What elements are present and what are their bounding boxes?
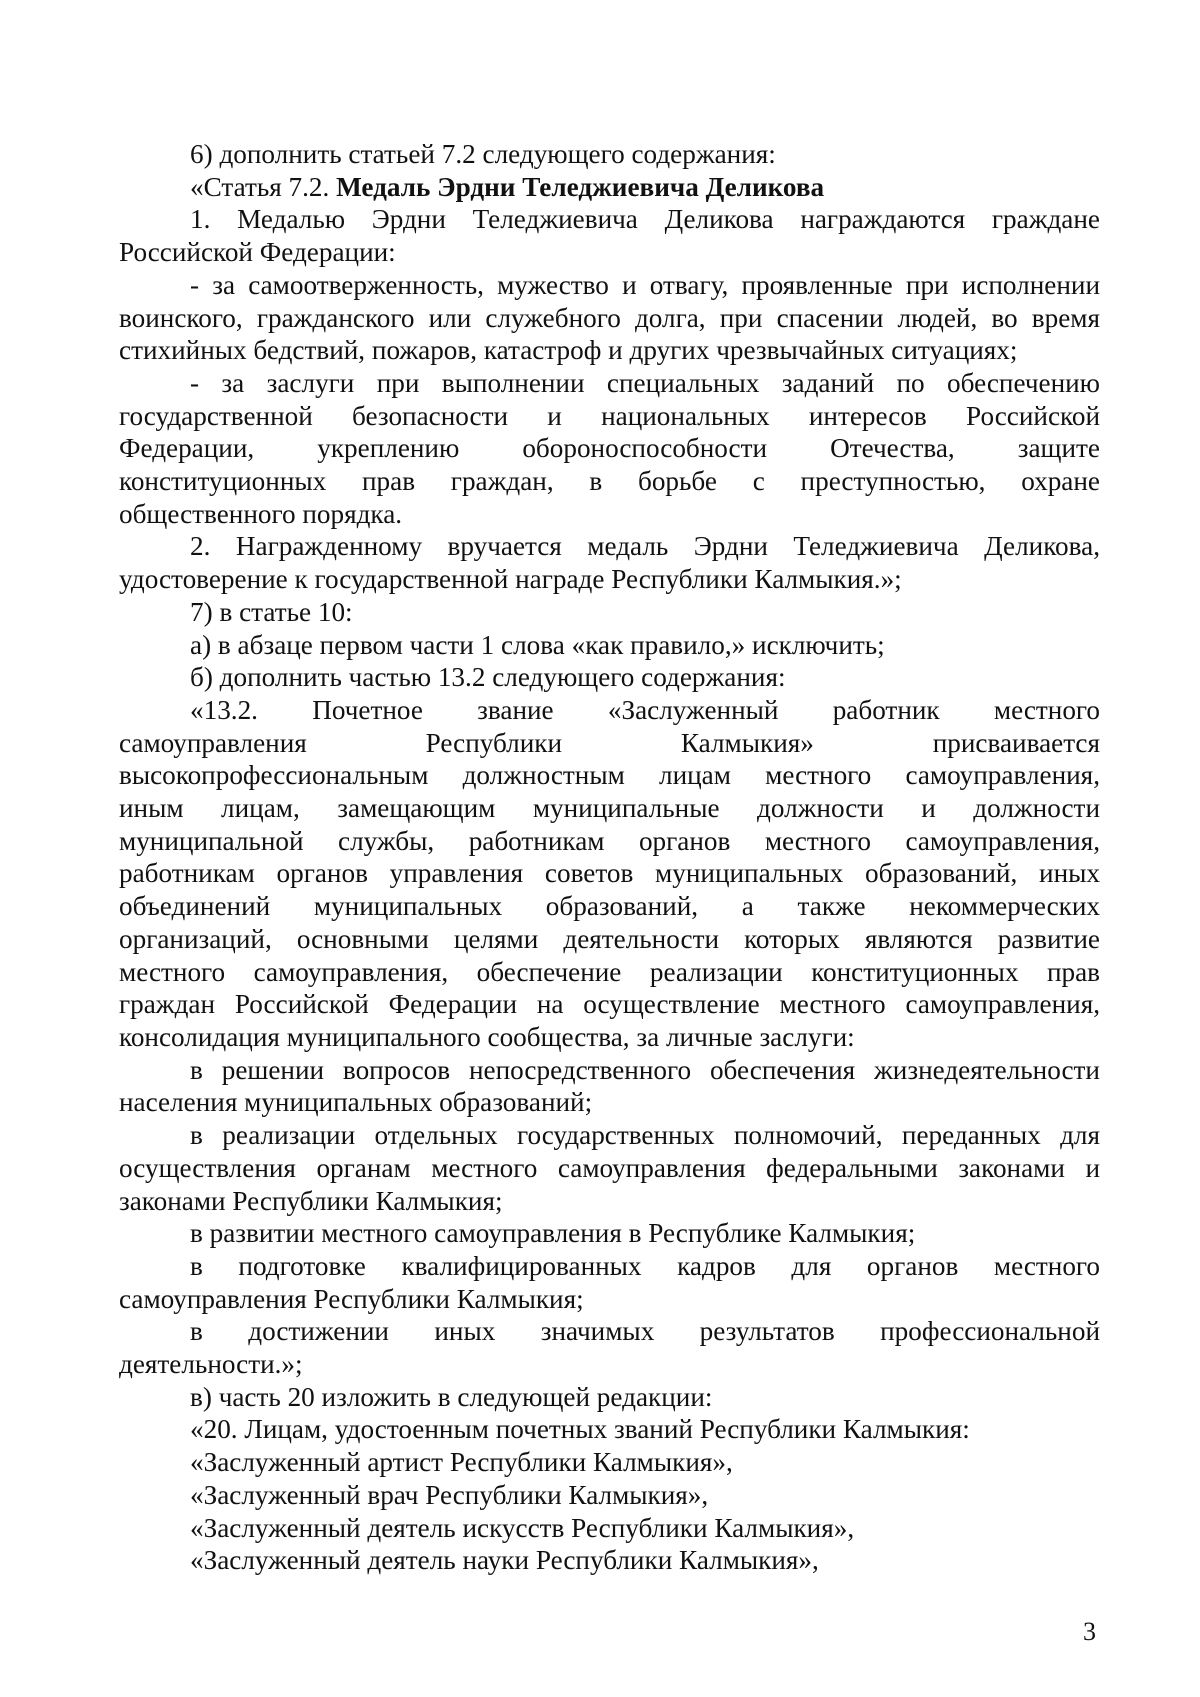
text-line	[119, 1348, 1100, 1381]
text-line-content: общественного порядка.	[119, 498, 403, 529]
text-line	[119, 1446, 1100, 1479]
page-number: 3	[1083, 1617, 1096, 1646]
text-line-content: «Статья 7.2.	[190, 171, 337, 202]
text-line	[119, 792, 1100, 825]
text-line	[119, 563, 1100, 596]
text-line	[119, 1283, 1100, 1316]
text-line-content: 6) дополнить статьей 7.2 следующего содержания:	[190, 139, 776, 169]
text-line-content: 2. Награжденному вручается медаль Эрдни Теледжиевича Деликова,	[190, 531, 1100, 562]
text-line	[119, 530, 1100, 563]
text-line-content: местного самоуправления, обеспечение реализации конституционных прав	[119, 956, 1100, 987]
text-line	[119, 400, 1100, 433]
text-line-content: б) дополнить частью 13.2 следующего содержания:	[190, 662, 786, 693]
text-line-content: самоуправления Республики Калмыкия;	[119, 1283, 584, 1314]
text-line-content: муниципальной службы, работникам органов местного самоуправления,	[119, 825, 1100, 856]
text-line	[119, 1185, 1100, 1218]
text-line	[119, 269, 1100, 302]
text-line	[119, 1315, 1100, 1348]
text-line-content: в подготовке квалифицированных кадров для органов местного	[190, 1250, 1100, 1281]
text-line-content: а) в абзаце первом части 1 слова «как правило,» исключить;	[190, 629, 885, 660]
article-heading-bold: Медаль Эрдни Теледжиевича Деликова	[336, 171, 825, 202]
text-line	[119, 1381, 1100, 1414]
text-line	[119, 1152, 1100, 1185]
text-line	[119, 432, 1100, 465]
text-line-content: удостоверение к государственной награде Республики Калмыкия.»;	[119, 564, 902, 595]
text-line-content: населения муниципальных образований;	[119, 1087, 593, 1118]
text-line	[119, 857, 1100, 890]
text-line	[119, 1544, 1100, 1577]
text-line	[119, 302, 1100, 335]
text-line-content: самоуправления Республики Калмыкия» присваивается	[119, 727, 1100, 758]
text-line	[119, 203, 1100, 236]
text-line-content: в развитии местного самоуправления в Республике Калмыкия;	[190, 1218, 916, 1249]
text-line	[119, 1479, 1100, 1512]
text-line	[119, 1119, 1100, 1152]
text-line-content: осуществления органам местного самоуправления федеральными законами и	[119, 1152, 1100, 1183]
text-line	[119, 465, 1100, 498]
text-line-content: воинского, гражданского или служебного долга, при спасении людей, во время	[119, 302, 1100, 333]
text-line	[119, 825, 1100, 858]
text-line-content: объединений муниципальных образований, а также некоммерческих	[119, 891, 1100, 922]
text-line-content: Российской Федерации:	[119, 237, 396, 268]
text-line	[119, 956, 1100, 989]
text-line	[119, 1086, 1100, 1119]
text-line	[119, 890, 1100, 923]
text-line	[119, 1054, 1100, 1087]
text-line-content: 7) в статье 10:	[190, 596, 353, 627]
text-line	[119, 236, 1100, 269]
text-line-content: высокопрофессиональным должностным лицам местного самоуправления,	[119, 760, 1100, 791]
text-line-content: организаций, основными целями деятельности которых являются развитие	[119, 923, 1100, 954]
text-line-content: «Заслуженный деятель искусств Республики Калмыкия»,	[190, 1512, 855, 1543]
text-line	[119, 498, 1100, 531]
text-line	[119, 988, 1100, 1021]
text-line-content: «Заслуженный деятель науки Республики Калмыкия»,	[190, 1545, 819, 1576]
text-line-content: иным лицам, замещающим муниципальные должности и должности	[119, 793, 1100, 824]
text-line-content: деятельности.»;	[119, 1349, 303, 1380]
text-line	[119, 923, 1100, 956]
text-line-content: конституционных прав граждан, в борьбе с преступностью, охране	[119, 466, 1100, 497]
document-body	[119, 138, 1100, 1577]
text-line-content: консолидация муниципального сообщества, за личные заслуги:	[119, 1021, 855, 1052]
text-line	[119, 138, 1100, 171]
text-line-content: в решении вопросов непосредственного обеспечения жизнедеятельности	[190, 1054, 1100, 1085]
text-line	[119, 661, 1100, 694]
text-line	[119, 1250, 1100, 1283]
text-line-content: - за самоотверженность, мужество и отвагу, проявленные при исполнении	[190, 269, 1100, 300]
text-line	[119, 367, 1100, 400]
text-line	[119, 1021, 1100, 1054]
text-line-content: «13.2. Почетное звание «Заслуженный работник местного	[190, 694, 1100, 725]
text-line	[119, 596, 1100, 629]
text-line-content: законами Республики Калмыкия;	[119, 1185, 503, 1216]
text-line-content: стихийных бедствий, пожаров, катастроф и других чрезвычайных ситуациях;	[119, 335, 1018, 366]
text-line-content: государственной безопасности и национальных интересов Российской	[119, 400, 1100, 431]
text-line	[119, 727, 1100, 760]
text-line-content: 1. Медалью Эрдни Теледжиевича Деликова награждаются граждане	[190, 204, 1100, 235]
text-line-content: в реализации отдельных государственных полномочий, переданных для	[190, 1120, 1100, 1151]
text-line	[119, 759, 1100, 792]
text-line-content: в достижении иных значимых результатов профессиональной	[190, 1316, 1100, 1347]
text-line-content: Федерации, укреплению обороноспособности Отечества, защите	[119, 433, 1100, 464]
text-line	[119, 694, 1100, 727]
text-line	[119, 1512, 1100, 1545]
text-line	[119, 629, 1100, 662]
text-line-content: - за заслуги при выполнении специальных заданий по обеспечению	[190, 367, 1100, 398]
text-line	[119, 334, 1100, 367]
text-line-content: в) часть 20 изложить в следующей редакции:	[190, 1381, 713, 1412]
text-line-content: «Заслуженный артист Республики Калмыкия»,	[190, 1447, 733, 1478]
text-line	[119, 171, 1100, 204]
text-line-content: работникам органов управления советов муниципальных образований, иных	[119, 858, 1100, 889]
text-line-content: «Заслуженный врач Республики Калмыкия»,	[190, 1479, 709, 1510]
text-line	[119, 1413, 1100, 1446]
text-line-content: граждан Российской Федерации на осуществление местного самоуправления,	[119, 989, 1100, 1020]
text-line	[119, 1217, 1100, 1250]
text-line-content: «20. Лицам, удостоенным почетных званий Республики Калмыкия:	[190, 1414, 970, 1445]
